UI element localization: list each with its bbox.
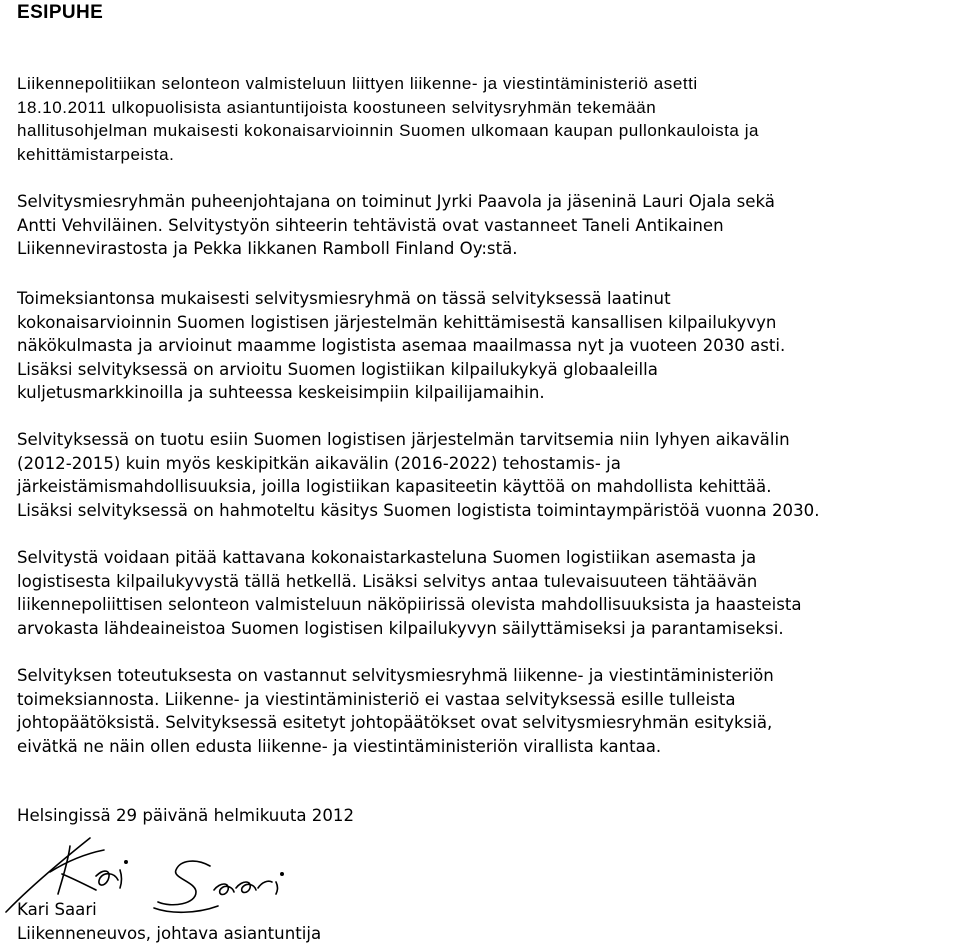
page-heading: ESIPUHE bbox=[17, 2, 104, 23]
paragraph-3: Toimeksiantonsa mukaisesti selvitysmiesryhmä on tässä selvityksessä laatinut kokonaisarvioinnin Suomen logistisen järjestelmän kehittämisestä kansallisen kilpailukyvyn näkökulmasta ja arvioinut maamme logistista asemaa maailmassa nyt ja vuoteen 2030 asti. Lisäksi selvityksessä on arvioitu Suomen logistiikan kilpailukykyä globaaleilla kuljetusmarkkinoilla ja suhteessa keskeisimpiin kilpailijamaihin. bbox=[17, 289, 786, 403]
paragraph-6: Selvityksen toteutuksesta on vastannut selvitysmiesryhmä liikenne- ja viestintäministeriön toimeksiannosta. Liikenne- ja viestintäministeriö ei vastaa selvityksessä esille tulleista johtopäätöksistä. Selvityksessä esitetyt johtopäätökset ovat selvitysmiesryhmän esityksiä, eivätkä ne näin ollen edusta liikenne- ja viestintäministeriön virallista kantaa. bbox=[17, 666, 774, 756]
paragraph-4: Selvityksessä on tuotu esiin Suomen logistisen järjestelmän tarvitsemia niin lyhyen aikavälin (2012-2015) kuin myös keskipitkän aikavälin (2016-2022) tehostamis- ja järkeistämismahdollisuuksia, joilla logistiikan kapasiteetin käyttöä on mahdollista kehittää. Lisäksi selvityksessä on hahmoteltu käsitys Suomen logistista toimintaympäristöä vuonna 2030. bbox=[17, 430, 820, 520]
signatory-title: Liikenneneuvos, johtava asiantuntija bbox=[17, 924, 322, 943]
date-line: Helsingissä 29 päivänä helmikuuta 2012 bbox=[17, 806, 355, 825]
paragraph-5: Selvitystä voidaan pitää kattavana kokonaistarkasteluna Suomen logistiikan asemasta ja logistisesta kilpailukyvystä tällä hetkellä. Lisäksi selvitys antaa tulevaisuuteen tähtäävän liikennepoliittisen selonteon valmisteluun näköpiirissä olevista mahdollisuuksista ja haasteista arvokasta lähdeaineistoa Suomen logistisen kilpailukyvyn säilyttämiseksi ja parantamiseksi. bbox=[17, 548, 802, 638]
paragraph-1: Liikennepolitiikan selonteon valmisteluun liittyen liikenne- ja viestintäministeriö asetti 18.10.2011 ulkopuolisista asiantuntijoista koostuneen selvitysryhmän tekemään hallitusohjelman mukaisesti kokonaisarvioinnin Suomen ulkomaan kaupan pullonkauloista ja kehittämistarpeista. bbox=[17, 74, 760, 164]
paragraph-2: Selvitysmiesryhmän puheenjohtajana on toiminut Jyrki Paavola ja jäseninä Lauri Ojala sekä Antti Vehviläinen. Selvitystyön sihteerin tehtävistä ovat vastanneet Taneli Antikainen Liikennevirastosta ja Pekka Iikkanen Ramboll Finland Oy:stä. bbox=[17, 192, 775, 259]
signatory-name: Kari Saari bbox=[17, 900, 97, 919]
